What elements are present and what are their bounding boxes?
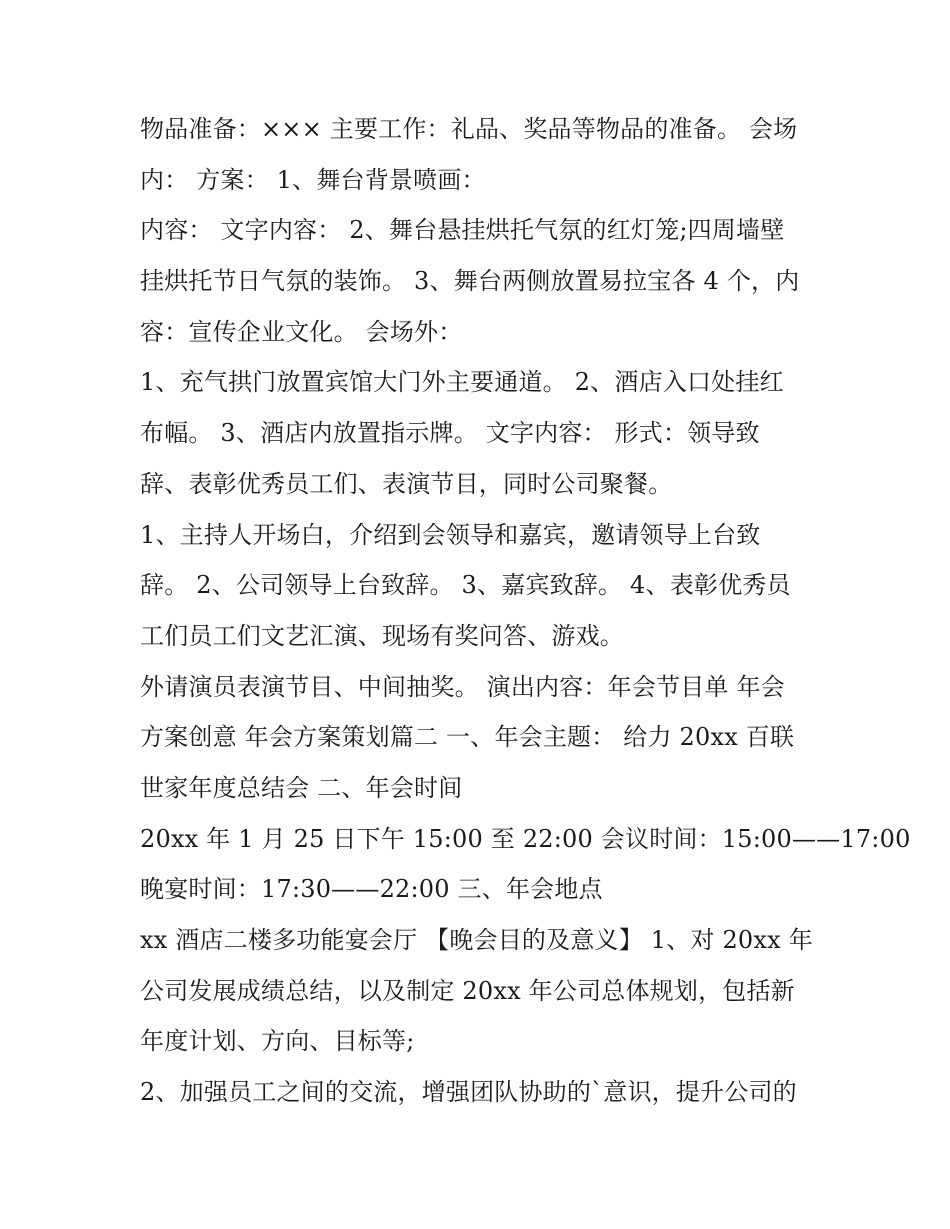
text-line: 内： 方案： 1、舞台背景喷画：	[140, 165, 486, 194]
text-line: 方案创意 年会方案策划篇二 一、年会主题： 给力 20xx 百联	[140, 723, 795, 752]
text-line: xx 酒店二楼多功能宴会厅 【晚会目的及意义】 1、对 20xx 年	[140, 926, 813, 954]
text-line: 工们员工们文艺汇演、现场有奖问答、游戏。	[140, 621, 624, 650]
text-line: 1、主持人开场白，介绍到会领导和嘉宾，邀请领导上台致	[140, 520, 761, 549]
text-line: 布幅。 3、酒店内放置指示牌。 文字内容： 形式：领导致	[140, 419, 760, 448]
text-line: 物品准备：××× 主要工作：礼品、奖品等物品的准备。 会场	[140, 115, 798, 143]
text-line: 内容： 文字内容： 2、舞台悬挂烘托气氛的红灯笼;四周墙壁	[140, 216, 785, 245]
text-line: 2、加强员工之间的交流，增强团队协助的`意识，提升公司的	[140, 1078, 797, 1107]
text-line: 晚宴时间：17:30——22:00 三、年会地点	[140, 875, 603, 904]
text-line: 公司发展成绩总结，以及制定 20xx 年公司总体规划，包括新	[140, 976, 795, 1005]
document-body	[140, 104, 911, 1118]
text-line: 世家年度总结会 二、年会时间	[140, 773, 463, 802]
text-line: 1、充气拱门放置宾馆大门外主要通道。 2、酒店入口处挂红	[140, 368, 784, 397]
text-line: 容：宣传企业文化。 会场外：	[140, 317, 463, 346]
text-line: 20xx 年 1 月 25 日下午 15:00 至 22:00 会议时间：15:00——17:00	[140, 824, 911, 853]
text-line: 年度计划、方向、目标等;	[140, 1027, 415, 1056]
text-line: 辞、表彰优秀员工们、表演节目，同时公司聚餐。	[140, 469, 673, 498]
text-line: 外请演员表演节目、中间抽奖。 演出内容：年会节目单 年会	[140, 672, 785, 701]
text-line: 辞。 2、公司领导上台致辞。 3、嘉宾致辞。 4、表彰优秀员	[140, 571, 791, 600]
text-line: 挂烘托节日气氛的装饰。 3、舞台两侧放置易拉宝各 4 个，内	[140, 267, 800, 296]
